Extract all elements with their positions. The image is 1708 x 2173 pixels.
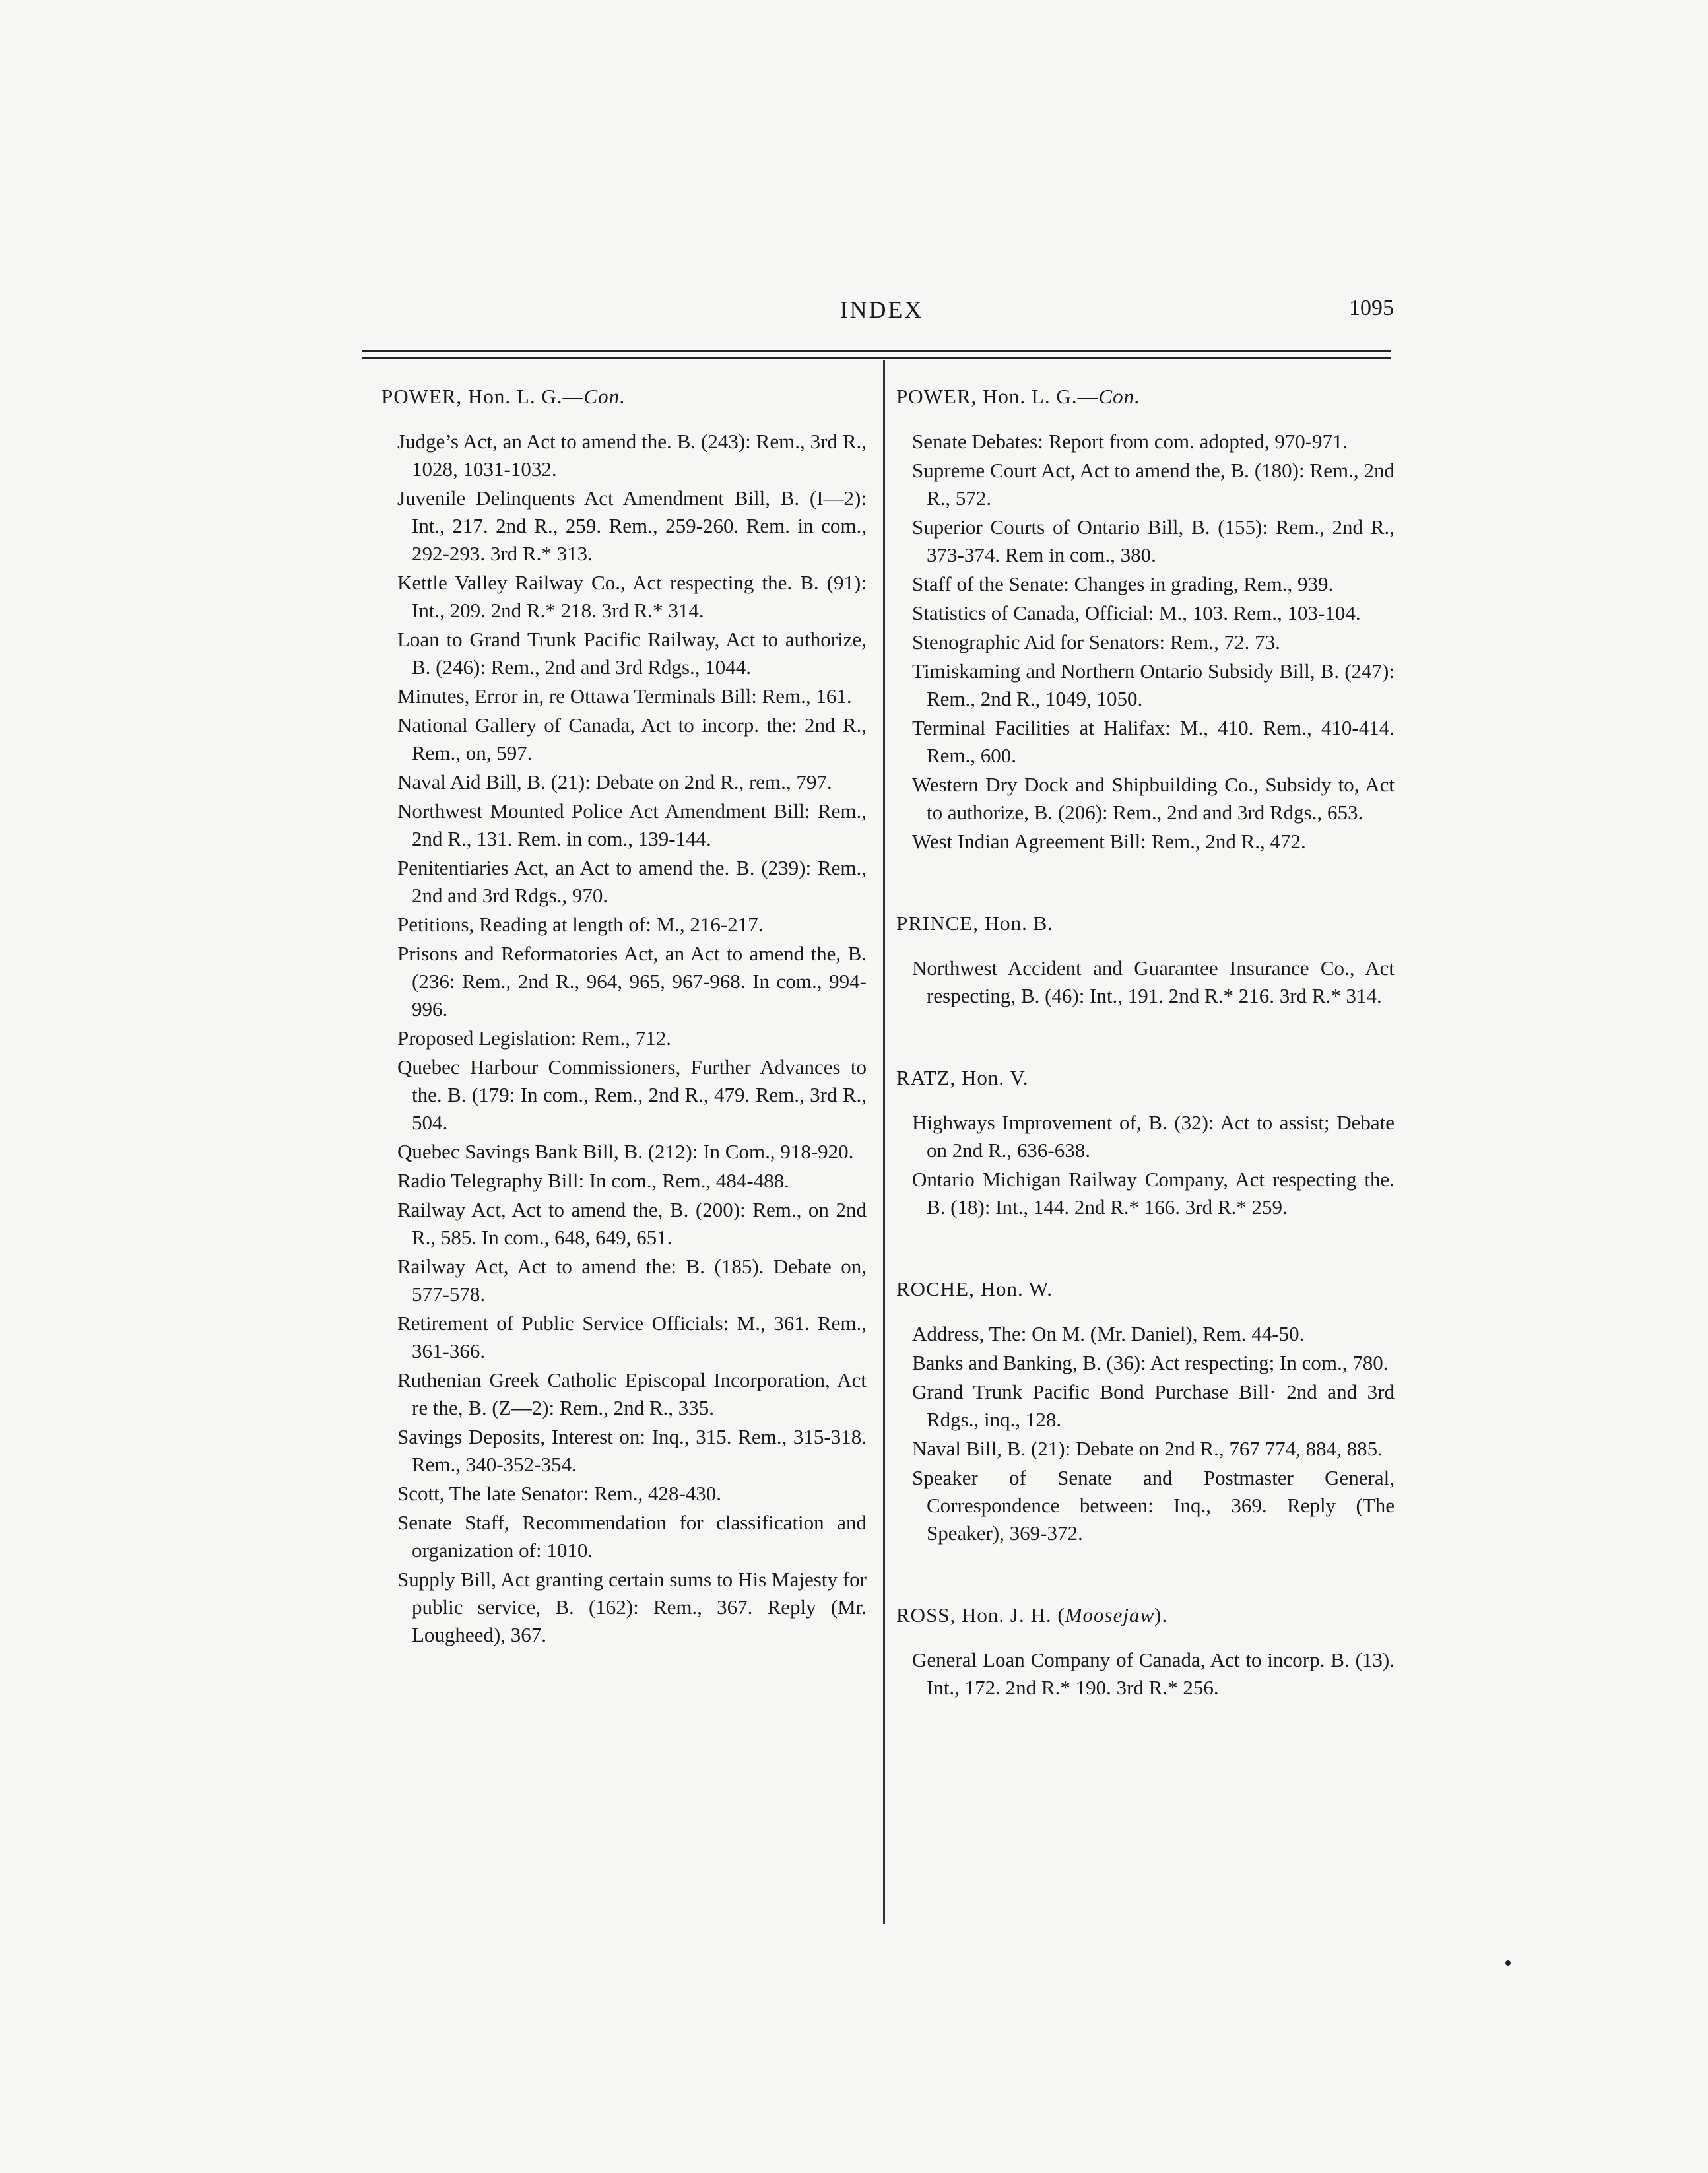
- index-entry: Senate Staff, Recommendation for classification and organization of: 1010.: [397, 1511, 867, 1562]
- index-entry: Naval Aid Bill, B. (21): Debate on 2nd R., rem., 797.: [397, 770, 832, 793]
- index-entry: Kettle Valley Railway Co., Act respecting the. B. (91): Int., 209. 2nd R.* 218. 3rd R.* 314.: [397, 571, 867, 622]
- index-entry: Petitions, Reading at length of: M., 216-217.: [397, 913, 764, 936]
- index-entry: Supreme Court Act, Act to amend the, B. (180): Rem., 2nd R., 572.: [912, 459, 1395, 510]
- index-entry: Loan to Grand Trunk Pacific Railway, Act to authorize, B. (246): Rem., 2nd and 3rd Rdgs., 1044.: [397, 628, 867, 679]
- index-entry: Railway Act, Act to amend the, B. (200): Rem., on 2nd R., 585. In com., 648, 649, 651.: [397, 1198, 867, 1249]
- entry-list: [381, 428, 867, 1649]
- left-column: [381, 383, 867, 1703]
- section-heading: [896, 1601, 1395, 1629]
- heading-name: RATZ, Hon. V.: [896, 1066, 1029, 1089]
- header-rule-bottom: [362, 357, 1391, 359]
- heading-name: POWER, Hon. L. G.—: [381, 385, 584, 408]
- index-entry: Grand Trunk Pacific Bond Purchase Bill· 2nd and 3rd Rdgs., inq., 128.: [912, 1380, 1395, 1431]
- index-entry: Retirement of Public Service Officials: M., 361. Rem., 361-366.: [397, 1312, 867, 1362]
- index-entry: Savings Deposits, Interest on: Inq., 315. Rem., 315-318. Rem., 340-352-354.: [397, 1425, 867, 1476]
- index-entry: General Loan Company of Canada, Act to incorp. B. (13). Int., 172. 2nd R.* 190. 3rd R.* 256.: [912, 1648, 1395, 1699]
- index-section: [896, 1275, 1395, 1547]
- index-entry: Prisons and Reformatories Act, an Act to amend the, B. (236: Rem., 2nd R., 964, 965, 967-968. In com., 994-996.: [397, 942, 867, 1020]
- heading-name: PRINCE, Hon. B.: [896, 912, 1054, 935]
- index-entry: Judge’s Act, an Act to amend the. B. (243): Rem., 3rd R., 1028, 1031-1032.: [397, 430, 867, 481]
- index-entry: National Gallery of Canada, Act to incorp. the: 2nd R., Rem., on, 597.: [397, 714, 867, 764]
- page-title: INDEX: [839, 296, 924, 323]
- index-entry: Northwest Mounted Police Act Amendment Bill: Rem., 2nd R., 131. Rem. in com., 139-144.: [397, 799, 867, 850]
- heading-name: ROCHE, Hon. W.: [896, 1277, 1053, 1300]
- section-heading: [381, 383, 867, 411]
- index-entry: Northwest Accident and Guarantee Insurance Co., Act respecting, B. (46): Int., 191. 2nd R.* 216. 3rd R.* 314.: [912, 956, 1395, 1007]
- index-entry: Minutes, Error in, re Ottawa Terminals Bill: Rem., 161.: [397, 685, 852, 708]
- index-entry: Address, The: On M. (Mr. Daniel), Rem. 44-50.: [912, 1322, 1305, 1345]
- index-entry: Juvenile Delinquents Act Amendment Bill, B. (I—2): Int., 217. 2nd R., 259. Rem., 259-260. Rem. in com., 292-293. 3rd R.* 313.: [397, 486, 867, 565]
- page-number: 1095: [1349, 296, 1394, 320]
- index-entry: Statistics of Canada, Official: M., 103. Rem., 103-104.: [912, 601, 1361, 624]
- index-entry: Western Dry Dock and Shipbuilding Co., Subsidy to, Act to authorize, B. (206): Rem., 2nd and 3rd Rdgs., 653.: [912, 773, 1395, 824]
- index-entry: Highways Improvement of, B. (32): Act to assist; Debate on 2nd R., 636-638.: [912, 1111, 1395, 1162]
- index-entry: Quebec Savings Bank Bill, B. (212): In Com., 918-920.: [397, 1140, 854, 1163]
- column-divider: [883, 360, 885, 1924]
- index-entry: Penitentiaries Act, an Act to amend the. B. (239): Rem., 2nd and 3rd Rdgs., 970.: [397, 856, 867, 907]
- section-heading: [896, 1275, 1395, 1303]
- heading-continued: Con.: [583, 385, 626, 408]
- index-section: [896, 1064, 1395, 1221]
- index-entry: Ontario Michigan Railway Company, Act respecting the. B. (18): Int., 144. 2nd R.* 166. 3rd R.* 259.: [912, 1168, 1395, 1219]
- index-entry: Superior Courts of Ontario Bill, B. (155): Rem., 2nd R., 373-374. Rem in com., 380.: [912, 516, 1395, 566]
- section-heading: [896, 383, 1395, 411]
- heading-italic: Con.: [1098, 385, 1140, 408]
- index-entry: Stenographic Aid for Senators: Rem., 72. 73.: [912, 630, 1280, 653]
- index-section: [381, 383, 867, 1649]
- index-entry: Speaker of Senate and Postmaster General, Correspondence between: Inq., 369. Reply (The Speaker), 369-372.: [912, 1466, 1395, 1545]
- index-entry: Proposed Legislation: Rem., 712.: [397, 1026, 672, 1050]
- index-section: [896, 910, 1395, 1010]
- right-column: [896, 383, 1395, 1756]
- heading-name: POWER, Hon. L. G.—: [896, 385, 1099, 408]
- heading-name: ROSS, Hon. J. H. (: [896, 1603, 1065, 1626]
- index-entry: Railway Act, Act to amend the: B. (185). Debate on, 577-578.: [397, 1255, 867, 1306]
- index-entry: Senate Debates: Report from com. adopted, 970-971.: [912, 430, 1348, 453]
- index-entry: Scott, The late Senator: Rem., 428-430.: [397, 1482, 722, 1505]
- index-entry: Quebec Harbour Commissioners, Further Advances to the. B. (179: In com., Rem., 2nd R., 479. Rem., 3rd R., 504.: [397, 1055, 867, 1134]
- running-head: [370, 296, 1394, 335]
- ink-speck: [1505, 1960, 1511, 1966]
- heading-tail: ).: [1154, 1603, 1168, 1626]
- index-entry: Supply Bill, Act granting certain sums to His Majesty for public service, B. (162): Rem., 367. Reply (Mr. Lougheed), 367.: [397, 1568, 867, 1646]
- index-entry: Naval Bill, B. (21): Debate on 2nd R., 767 774, 884, 885.: [912, 1437, 1383, 1460]
- index-section: [896, 1601, 1395, 1702]
- section-heading: [896, 1064, 1395, 1092]
- header-rule-top: [362, 350, 1391, 352]
- index-entry: Radio Telegraphy Bill: In com., Rem., 484-488.: [397, 1169, 789, 1192]
- index-entry: Banks and Banking, B. (36): Act respecting; In com., 780.: [912, 1351, 1389, 1374]
- heading-italic: Moosejaw: [1065, 1603, 1155, 1626]
- index-entry: Terminal Facilities at Halifax: M., 410. Rem., 410-414. Rem., 600.: [912, 716, 1395, 767]
- index-entry: Ruthenian Greek Catholic Episcopal Incorporation, Act re the, B. (Z—2): Rem., 2nd R., 335.: [397, 1368, 867, 1419]
- section-heading: [896, 910, 1395, 937]
- index-entry: West Indian Agreement Bill: Rem., 2nd R., 472.: [912, 830, 1306, 853]
- index-entry: Staff of the Senate: Changes in grading, Rem., 939.: [912, 572, 1334, 595]
- index-section: [896, 383, 1395, 855]
- index-entry: Timiskaming and Northern Ontario Subsidy Bill, B. (247): Rem., 2nd R., 1049, 1050.: [912, 659, 1395, 710]
